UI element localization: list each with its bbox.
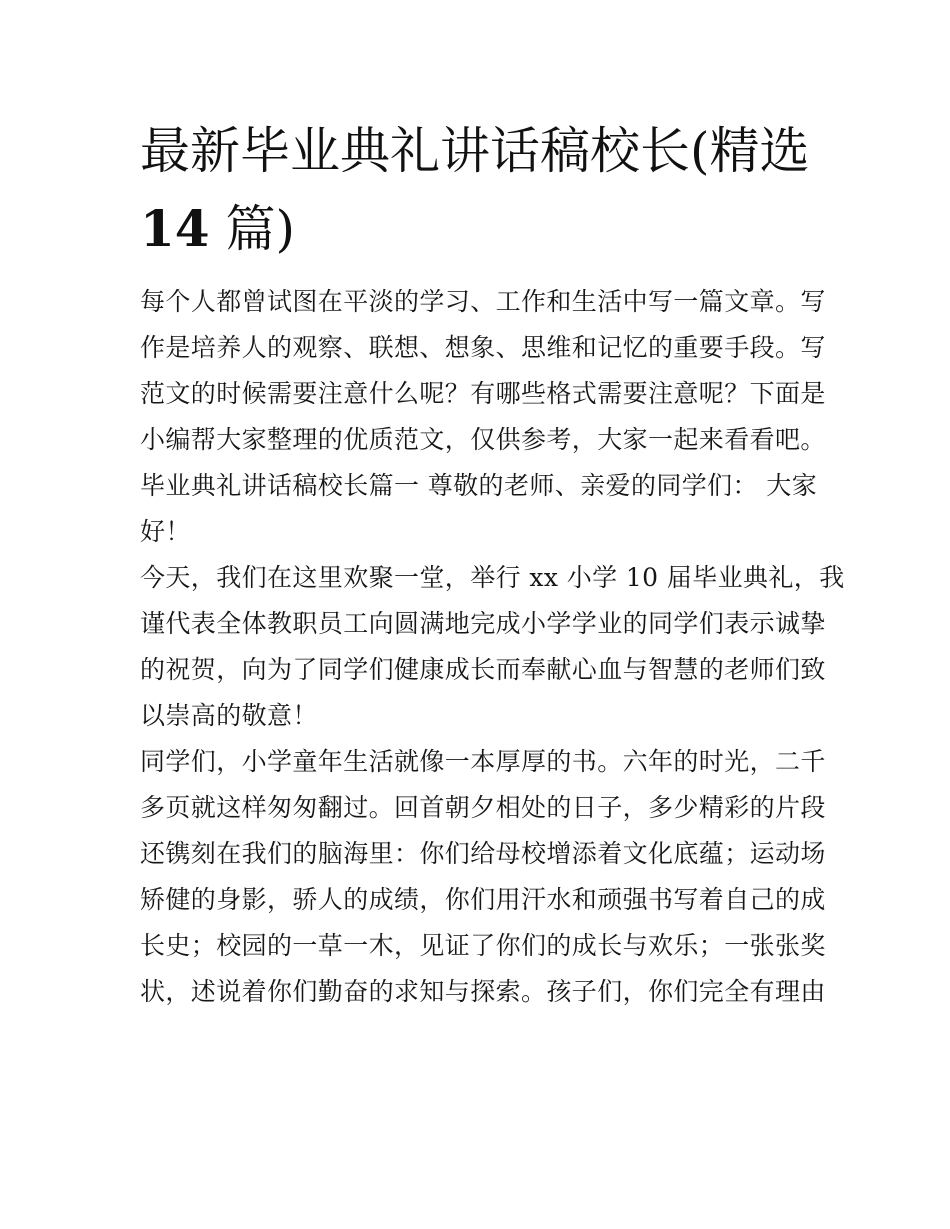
body-line: 长史；校园的一草一木，见证了你们的成长与欢乐；一张张奖 [140,931,826,960]
body-line: 范文的时候需要注意什么呢？有哪些格式需要注意呢？下面是 [140,379,826,408]
body-line: 毕业典礼讲话稿校长篇一 尊敬的老师、亲爱的同学们： 大家 [140,471,818,500]
body-line: 小编帮大家整理的优质范文，仅供参考，大家一起来看看吧。 [140,425,826,454]
body-line: 同学们，小学童年生活就像一本厚厚的书。六年的时光，二千 [140,747,826,776]
body-line: 的祝贺，向为了同学们健康成长而奉献心血与智慧的老师们致 [140,655,826,684]
body-line: 矫健的身影，骄人的成绩，你们用汗水和顽强书写着自己的成 [140,885,826,914]
body-line: 以崇高的敬意！ [140,701,318,730]
title-count: 14 [140,199,210,258]
title-line-1: 最新毕业典礼讲话稿校长(精选 [140,122,810,180]
title-line-2: 篇) [209,200,295,258]
body-line: 谨代表全体教职员工向圆满地完成小学学业的同学们表示诚挚 [140,609,826,638]
body-line: 好！ [140,517,191,546]
body-line: 还镌刻在我们的脑海里：你们给母校增添着文化底蕴；运动场 [140,839,826,868]
body-line: 多页就这样匆匆翻过。回首朝夕相处的日子，多少精彩的片段 [140,793,826,822]
body-line: 状，述说着你们勤奋的求知与探索。孩子们，你们完全有理由 [140,977,826,1006]
document-body [140,279,845,1015]
document-title [140,112,820,268]
body-line: 今天，我们在这里欢聚一堂，举行 xx 小学 10 届毕业典礼，我 [140,563,845,592]
body-line: 每个人都曾试图在平淡的学习、工作和生活中写一篇文章。写 [140,287,826,316]
body-line: 作是培养人的观察、联想、想象、思维和记忆的重要手段。写 [140,333,826,362]
